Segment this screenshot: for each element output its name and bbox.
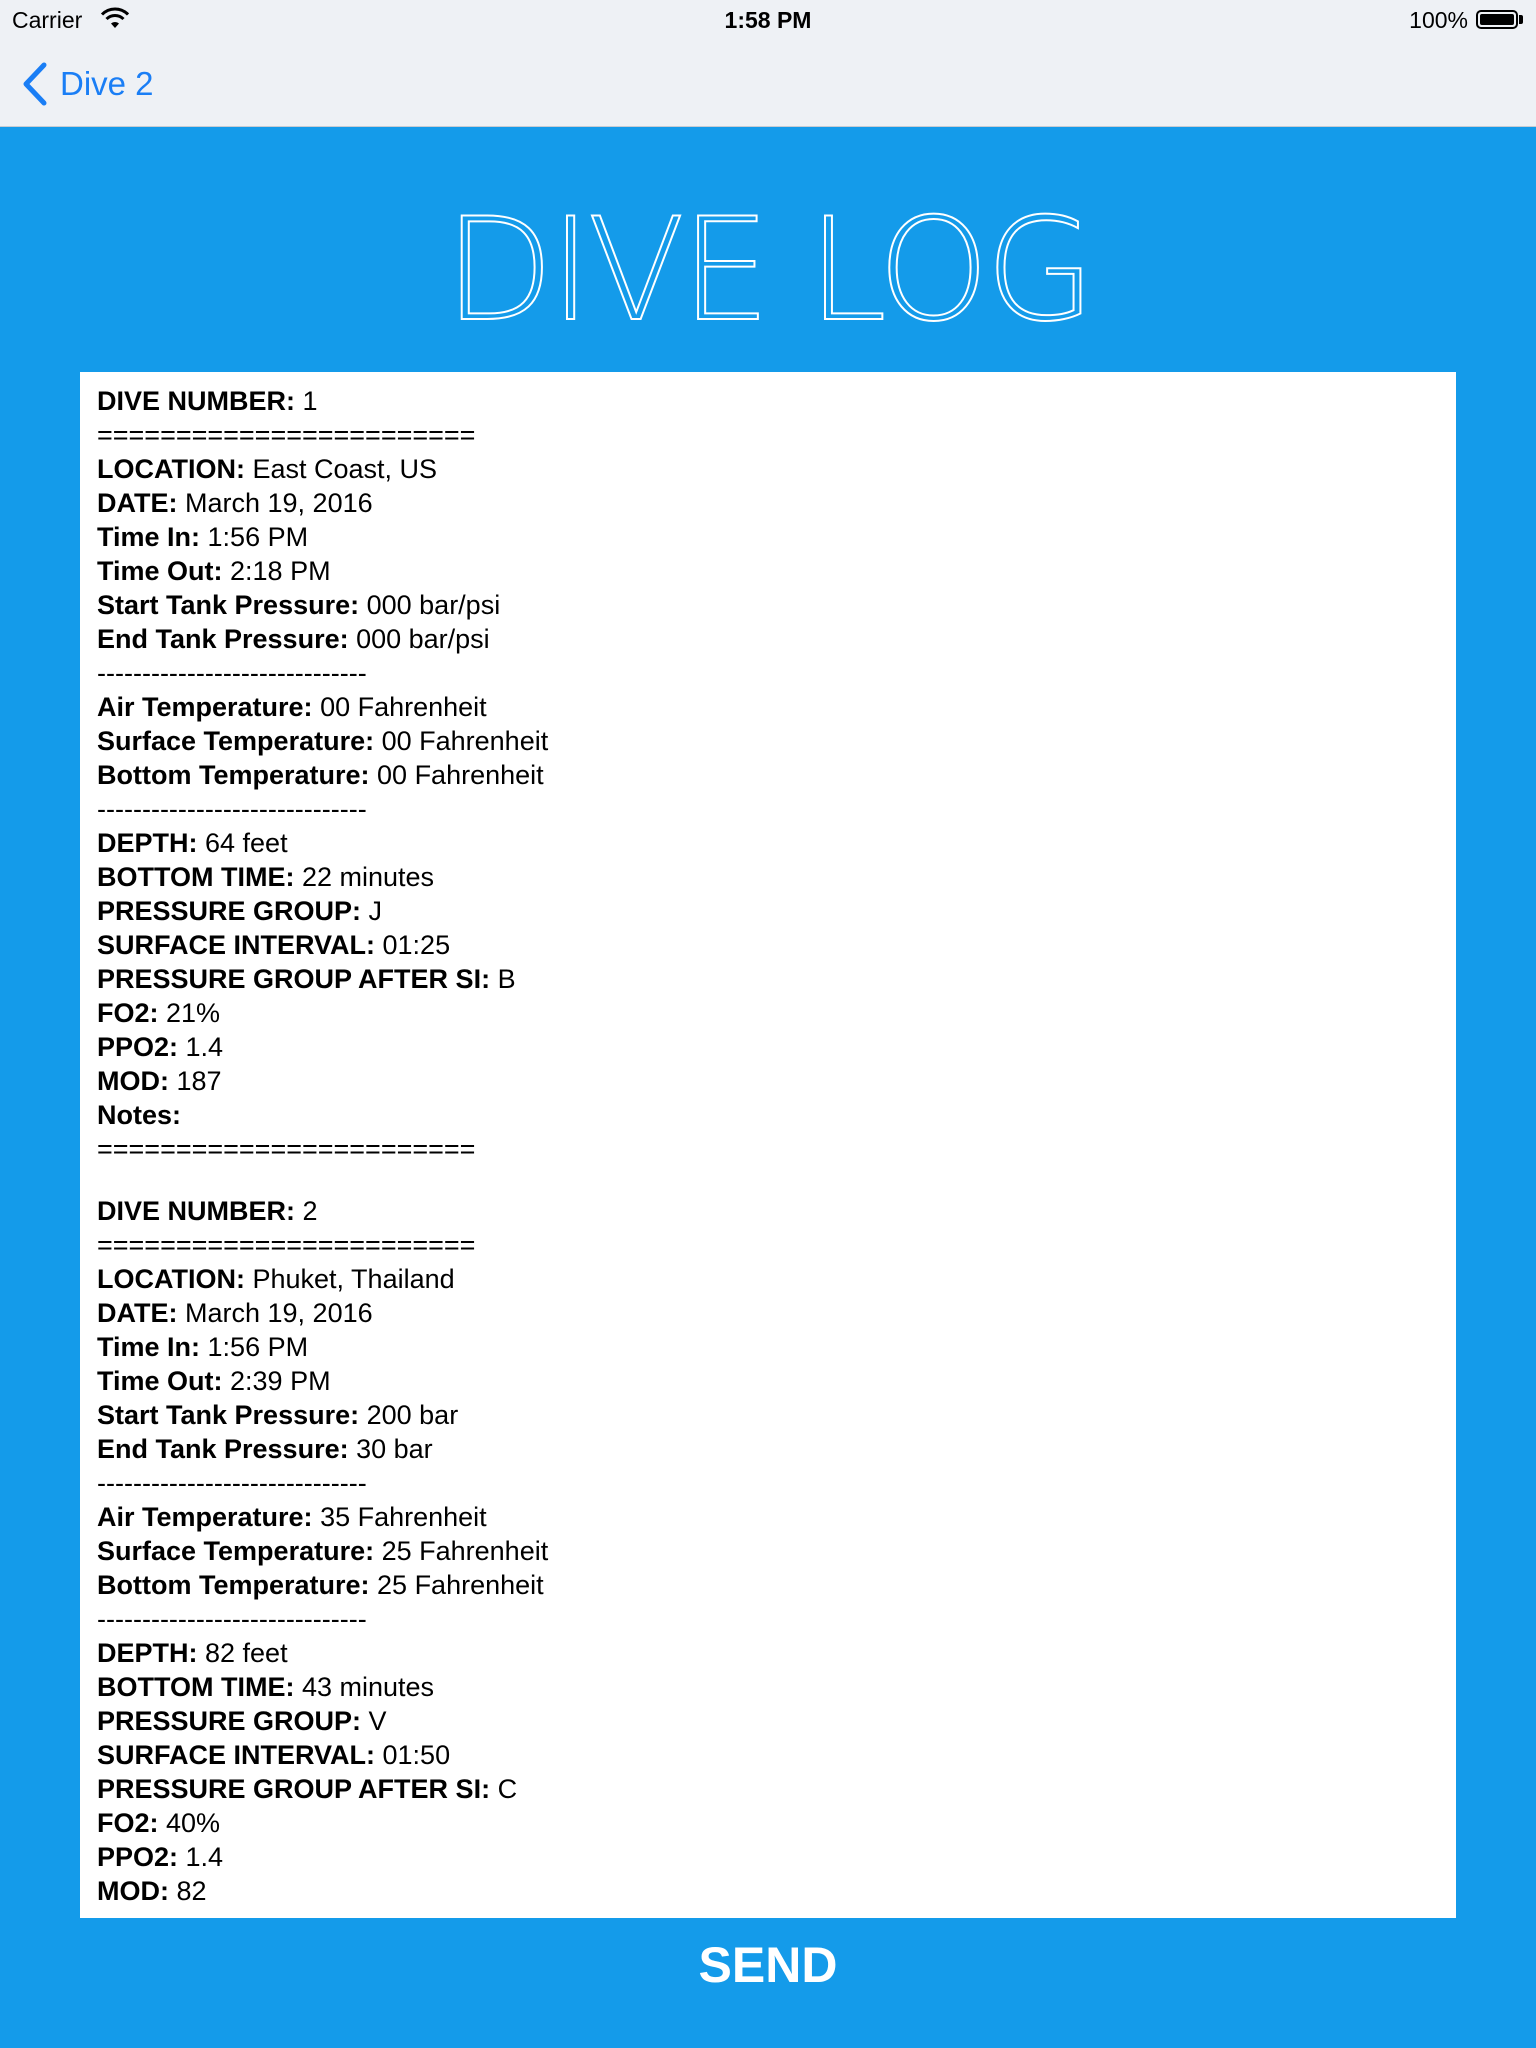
field-value: V xyxy=(361,1706,387,1736)
field-label: DIVE NUMBER: xyxy=(97,1196,296,1226)
field-label: DEPTH: xyxy=(97,828,198,858)
field-value: 000 bar/psi xyxy=(359,590,501,620)
field-label: PPO2: xyxy=(97,1842,179,1872)
field-label: End Tank Pressure: xyxy=(97,1434,349,1464)
field-value: 82 xyxy=(168,1876,207,1906)
field-value: 187 xyxy=(168,1066,222,1096)
log-line xyxy=(97,486,1439,520)
log-line xyxy=(97,1568,1439,1602)
field-value: 000 bar/psi xyxy=(348,624,490,654)
field-label: SURFACE INTERVAL: xyxy=(97,1740,376,1770)
separator-line: ======================== xyxy=(97,1230,476,1260)
chevron-left-icon xyxy=(20,61,50,107)
navigation-bar xyxy=(0,40,1536,127)
field-value: March 19, 2016 xyxy=(177,488,373,518)
status-bar xyxy=(0,0,1536,40)
log-line xyxy=(97,554,1439,588)
field-label: LOCATION: xyxy=(97,1264,245,1294)
field-label: LOCATION: xyxy=(97,454,245,484)
log-line xyxy=(97,1030,1439,1064)
log-line xyxy=(97,1806,1439,1840)
field-label: MOD: xyxy=(97,1876,169,1906)
field-label: Time In: xyxy=(97,522,201,552)
field-label: BOTTOM TIME: xyxy=(97,1672,295,1702)
field-label: Start Tank Pressure: xyxy=(97,590,360,620)
field-label: SURFACE INTERVAL: xyxy=(97,930,376,960)
log-line xyxy=(97,588,1439,622)
log-line xyxy=(97,1874,1439,1908)
battery-percentage: 100% xyxy=(1409,7,1468,33)
field-label: BOTTOM TIME: xyxy=(97,862,295,892)
field-label: DATE: xyxy=(97,1298,178,1328)
field-label: Notes: xyxy=(97,1100,182,1130)
log-line xyxy=(97,1840,1439,1874)
field-label: Air Temperature: xyxy=(97,692,313,722)
field-value: B xyxy=(490,964,516,994)
field-value: 1:56 PM xyxy=(200,1332,309,1362)
log-line xyxy=(97,1098,1439,1132)
field-label: DATE: xyxy=(97,488,178,518)
battery-tip xyxy=(1519,15,1523,24)
field-value: 1 xyxy=(295,386,318,416)
field-value: 43 minutes xyxy=(294,1672,435,1702)
field-value: 22 minutes xyxy=(294,862,435,892)
log-line xyxy=(97,758,1439,792)
status-time: 1:58 PM xyxy=(724,7,812,33)
log-line xyxy=(97,1466,1439,1500)
field-value: 1:56 PM xyxy=(200,522,309,552)
log-line xyxy=(97,724,1439,758)
field-label: DIVE NUMBER: xyxy=(97,386,296,416)
field-value: 1.4 xyxy=(178,1032,224,1062)
log-line xyxy=(97,1398,1439,1432)
field-value: 00 Fahrenheit xyxy=(312,692,487,722)
field-value: 200 bar xyxy=(359,1400,459,1430)
field-label: End Tank Pressure: xyxy=(97,624,349,654)
field-label: DEPTH: xyxy=(97,1638,198,1668)
log-line xyxy=(97,622,1439,656)
field-value: 01:25 xyxy=(375,930,451,960)
back-button[interactable] xyxy=(20,60,154,108)
field-label: Bottom Temperature: xyxy=(97,760,370,790)
log-line xyxy=(97,1330,1439,1364)
separator-line: ======================== xyxy=(97,1134,476,1164)
log-line xyxy=(97,792,1439,826)
log-line xyxy=(97,384,1439,418)
field-value: 82 feet xyxy=(197,1638,288,1668)
log-line xyxy=(97,1704,1439,1738)
field-value: 00 Fahrenheit xyxy=(374,726,549,756)
field-label: Surface Temperature: xyxy=(97,726,375,756)
log-line xyxy=(97,520,1439,554)
log-line xyxy=(97,1636,1439,1670)
log-line xyxy=(97,1296,1439,1330)
field-label: Time In: xyxy=(97,1332,201,1362)
log-line xyxy=(97,1262,1439,1296)
field-value: 00 Fahrenheit xyxy=(369,760,544,790)
log-line xyxy=(97,1194,1439,1228)
log-line xyxy=(97,928,1439,962)
field-value: 01:50 xyxy=(375,1740,451,1770)
separator-line: ------------------------------ xyxy=(97,794,367,824)
field-value: 21% xyxy=(158,998,221,1028)
log-line xyxy=(97,1364,1439,1398)
field-label: FO2: xyxy=(97,1808,159,1838)
field-value: 35 Fahrenheit xyxy=(312,1502,487,1532)
field-label: PPO2: xyxy=(97,1032,179,1062)
log-line xyxy=(97,1228,1439,1262)
log-line xyxy=(97,690,1439,724)
log-line xyxy=(97,1772,1439,1806)
separator-line: ======================== xyxy=(97,420,476,450)
field-value: J xyxy=(361,896,383,926)
field-label: PRESSURE GROUP AFTER SI: xyxy=(97,964,491,994)
log-line xyxy=(97,826,1439,860)
log-line xyxy=(97,1132,1439,1166)
log-line xyxy=(97,1432,1439,1466)
field-value: C xyxy=(490,1774,518,1804)
field-value: 25 Fahrenheit xyxy=(369,1570,544,1600)
field-label: Air Temperature: xyxy=(97,1502,313,1532)
blank-line xyxy=(97,1166,1439,1194)
field-value: 2:18 PM xyxy=(222,556,331,586)
field-value: 30 bar xyxy=(348,1434,433,1464)
log-line xyxy=(97,1064,1439,1098)
field-value: 64 feet xyxy=(197,828,288,858)
field-value: East Coast, US xyxy=(244,454,438,484)
log-line xyxy=(97,1534,1439,1568)
page-title xyxy=(0,188,1536,353)
log-line xyxy=(97,452,1439,486)
field-label: PRESSURE GROUP AFTER SI: xyxy=(97,1774,491,1804)
field-label: MOD: xyxy=(97,1066,169,1096)
send-button[interactable]: SEND xyxy=(698,1937,838,1993)
field-value: 40% xyxy=(158,1808,221,1838)
log-line xyxy=(97,996,1439,1030)
separator-line: ------------------------------ xyxy=(97,1468,367,1498)
field-value: 2 xyxy=(295,1196,318,1226)
log-line xyxy=(97,418,1439,452)
log-line xyxy=(97,1670,1439,1704)
log-line xyxy=(97,656,1439,690)
dive-log-text-view[interactable] xyxy=(80,372,1456,1918)
field-label: Surface Temperature: xyxy=(97,1536,375,1566)
log-line xyxy=(97,962,1439,996)
log-line xyxy=(97,1602,1439,1636)
field-label: Start Tank Pressure: xyxy=(97,1400,360,1430)
log-line xyxy=(97,1500,1439,1534)
page-title-text: DIVE LOG xyxy=(444,188,1092,353)
field-value: Phuket, Thailand xyxy=(244,1264,455,1294)
carrier-label: Carrier xyxy=(12,7,83,33)
log-line xyxy=(97,860,1439,894)
log-line xyxy=(97,894,1439,928)
separator-line: ------------------------------ xyxy=(97,658,367,688)
field-label: Bottom Temperature: xyxy=(97,1570,370,1600)
battery-icon xyxy=(1476,10,1518,29)
field-value: 25 Fahrenheit xyxy=(374,1536,549,1566)
field-value: March 19, 2016 xyxy=(177,1298,373,1328)
dive-log-content xyxy=(80,372,1456,1918)
field-label: Time Out: xyxy=(97,556,223,586)
field-value: 2:39 PM xyxy=(222,1366,331,1396)
field-label: PRESSURE GROUP: xyxy=(97,896,362,926)
field-label: FO2: xyxy=(97,998,159,1028)
back-button-label: Dive 2 xyxy=(60,65,154,102)
field-label: PRESSURE GROUP: xyxy=(97,1706,362,1736)
log-line xyxy=(97,1738,1439,1772)
separator-line: ------------------------------ xyxy=(97,1604,367,1634)
field-value: 1.4 xyxy=(178,1842,224,1872)
field-label: Time Out: xyxy=(97,1366,223,1396)
